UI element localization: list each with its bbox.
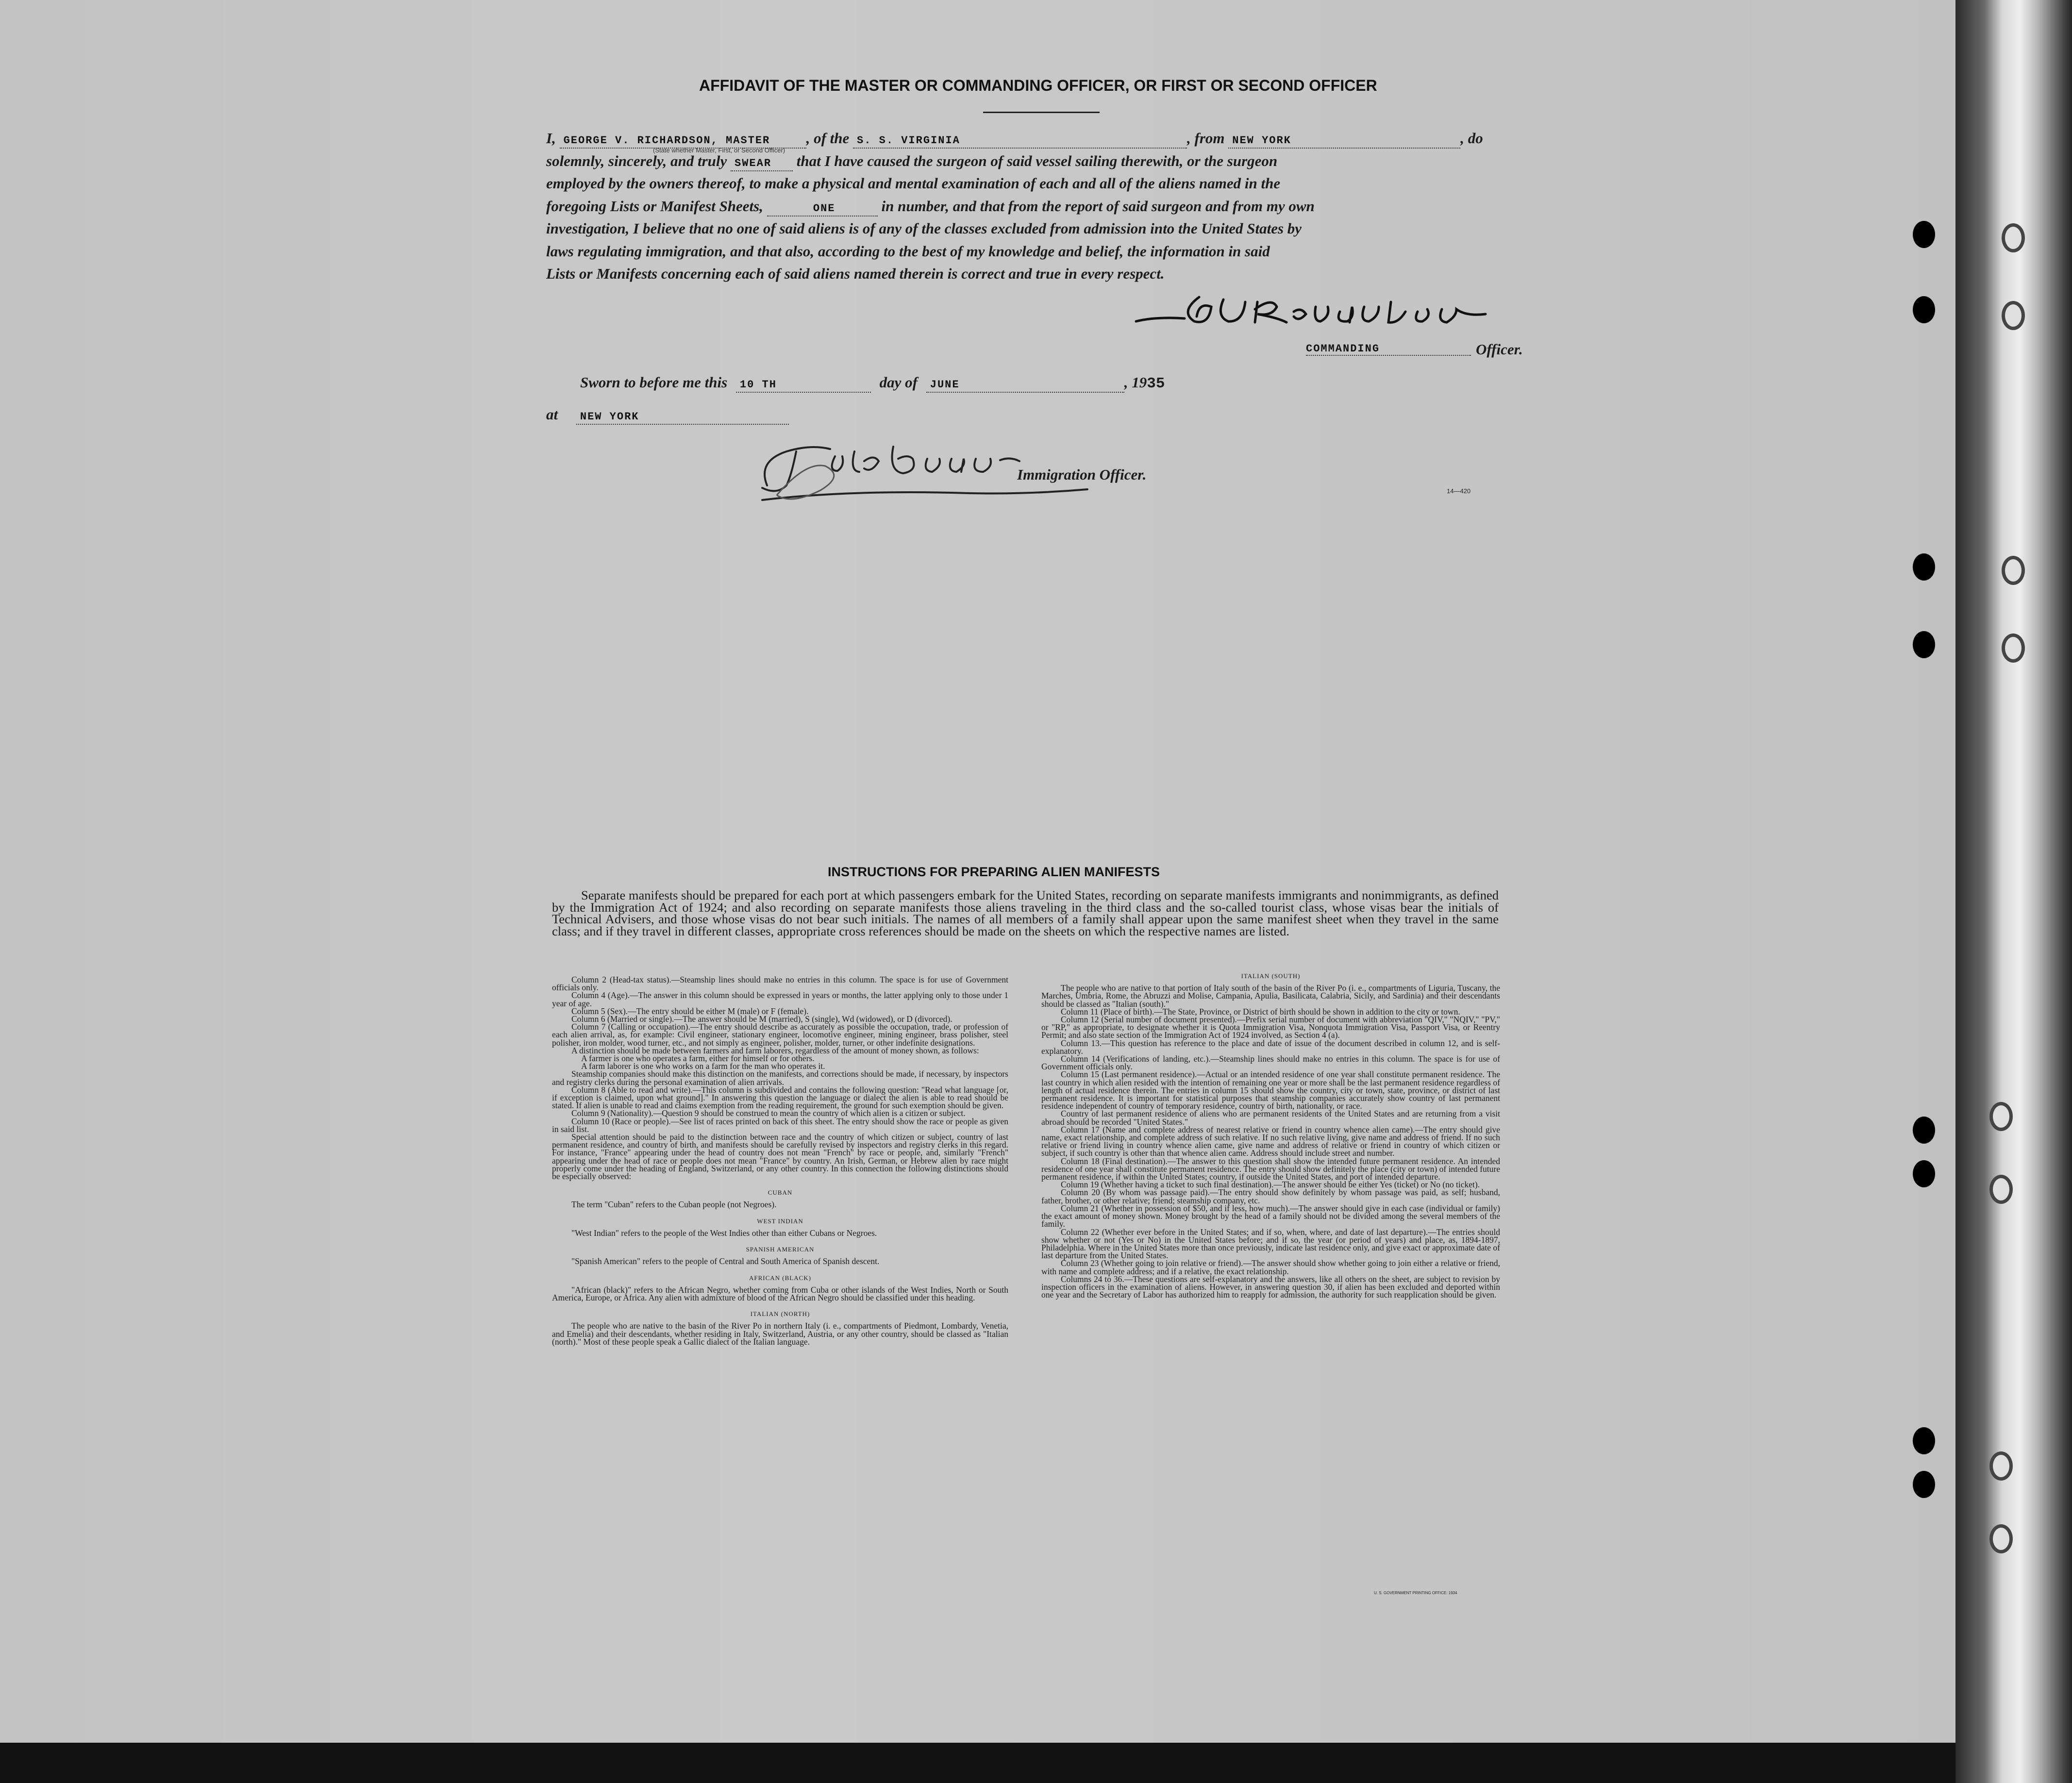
sworn-place-field: NEW YORK — [576, 410, 789, 425]
instructions-left-column — [552, 976, 1008, 1346]
affidavit-title: AFFIDAVIT OF THE MASTER OR COMMANDING OFFICER, OR FIRST OR SECOND OFFICER — [699, 77, 1377, 94]
instruction-paragraph: Column 14 (Verifications of landing, etc.).—Steamship lines should make no entries in this column. The space is for use of Government officials only. — [1041, 1054, 1500, 1072]
binding-ring — [1989, 1451, 2013, 1481]
in-number-text: in number, and that from the report of said surgeon and from my own — [881, 197, 1315, 215]
sworn-line — [580, 374, 1165, 393]
instruction-paragraph: Column 18 (Final destination).—The answer to this question shall show the intended future permanent residence. An intended residence of one year shall constitute permanent residence. The entry should show definitely the place (city or town) of intended future permanent residence, if within the United States; country, if outside the United States, and port of intended departure. — [1041, 1156, 1500, 1182]
caused-surgeon-text: that I have caused the surgeon of said vessel sailing therewith, or the surgeon — [796, 152, 1278, 169]
instruction-paragraph: Country of last permanent residence of aliens who are permanent residents of the United States and are returning from a visit abroad should be recorded "United States." — [1041, 1109, 1500, 1127]
instruction-paragraph: Column 4 (Age).—The answer in this column should be expressed in years or months, the latter applying only to those under 1 year of age. — [552, 990, 1008, 1008]
instruction-paragraph: Column 5 (Sex).—The entry should be either M (male) or F (female). — [571, 1006, 809, 1016]
instructions-title: INSTRUCTIONS FOR PREPARING ALIEN MANIFESTS — [828, 865, 1160, 879]
affidavit-i: I, — [546, 130, 556, 147]
affidavit-line-7: Lists or Manifests concerning each of said aliens named therein is correct and true in every respect. — [546, 265, 1165, 282]
departure-port-field: NEW YORK — [1228, 134, 1460, 149]
foregoing-lists-text: foregoing Lists or Manifest Sheets, — [546, 197, 763, 215]
binding-ring — [1989, 1102, 2013, 1131]
instructions-right-column — [1041, 972, 1500, 1299]
instruction-paragraph: Column 11 (Place of birth).—The State, Province, or District of birth should be shown in addition to the city or town. — [1061, 1006, 1460, 1016]
instruction-paragraph: Column 17 (Name and complete address of nearest relative or friend in country whence alien came).—The entry should give name, exact relationship, and complete address of such relative. If no such relative living, give name and address of friend. If no such relative or friend living in country whence alien came, give name and address of relative or friend in country of which citizen or subject, if such country is other than that whence alien came. Address should include street and number. — [1041, 1124, 1500, 1158]
instruction-paragraph: A farmer is one who operates a farm, either for himself or for others. — [581, 1053, 815, 1064]
section-heading-italian-north: ITALIAN (NORTH) — [750, 1310, 810, 1318]
sworn-text: Sworn to before me this — [580, 374, 728, 391]
solemnly-text: solemnly, sincerely, and truly — [546, 152, 727, 169]
section-heading-west-indian: WEST INDIAN — [757, 1217, 803, 1225]
instruction-paragraph: Column 21 (Whether in possession of $50, and if less, how much).—The answer should give in each case (individual or family) the exact amount of money shown. Money brought by the head of a family should not be divided among the several members of the family. — [1041, 1203, 1500, 1229]
alien-count-field: ONE — [767, 202, 878, 217]
at-text: at — [546, 406, 558, 423]
section-text-african: "African (black)" refers to the African Negro, whether coming from Cuba or other islands of the West Indies, North or South America, Europe, or Africa. Any alien with admixture of blood of the African Negro should be classified under this heading. — [552, 1284, 1008, 1302]
instruction-paragraph: A farm laborer is one who works on a farm for the man who operates it. — [581, 1061, 825, 1071]
punch-hole — [1913, 631, 1935, 658]
scan-border-bottom — [0, 1743, 1955, 1783]
at-line — [546, 406, 789, 425]
section-heading-cuban: CUBAN — [768, 1189, 793, 1197]
instruction-paragraph: Column 13.—This question has reference to the place and date of issue of the document described in column 12, and is self-explanatory. — [1041, 1038, 1500, 1056]
instruction-paragraph: Column 6 (Married or single).—The answer should be M (married), S (single), Wd (widowed), or D (divorced). — [571, 1014, 952, 1024]
instruction-paragraph: Column 12 (Serial number of document presented).—Prefix serial number of document with abbreviation "QIV," "NQIV," "PV," or "RP," as appropriate, to designate whether it is Quota Immigration Visa, Nonquota Immigration Visa, Passport Visa, or Reentry Permit; and also state section of the Immigration Act of 1924 involved, as Section 4 (a). — [1041, 1015, 1500, 1040]
of-the-text: , of the — [806, 130, 850, 147]
instruction-paragraph: A distinction should be made between farmers and farm laborers, regardless of the amount of money shown, as follows: — [571, 1045, 979, 1055]
binding-ring — [2002, 301, 2025, 330]
affidavit-line-6: laws regulating immigration, and that also, according to the best of my knowledge and belief, the information in said — [546, 242, 1270, 260]
instruction-paragraph: Column 22 (Whether ever before in the United States; and if so, when, where, and date of last departure).—The entries should show whether or not (Yes or No) in the United States before; and if so, the year (or period of years) and place, as, 1894-1897, Philadelphia. Where in the United States more than once previously, indicate last residence only, and give exact or approximate date of last departure from the United States. — [1041, 1227, 1500, 1261]
punch-hole — [1913, 1116, 1935, 1144]
section-text-spanish-american: "Spanish American" refers to the people of Central and South America of Spanish descent. — [571, 1256, 880, 1266]
punch-hole — [1913, 553, 1935, 581]
immigration-officer-label: Immigration Officer. — [1017, 466, 1147, 483]
instruction-paragraph: Column 15 (Last permanent residence).—Actual or an intended residence of one year shall constitute permanent residence. The last country in which alien resided with the intention of remaining one year or more shall be the last permanent residence regardless of length of actual residence therein. The entries in column 15 should show the country, city or town, state, province, or district of last permanent residence. It is important for statistical purposes that steamship companies accurately show country of last permanent residence independent of country of temporary residence, country of birth, nationality, or race. — [1041, 1069, 1500, 1111]
instruction-paragraph: Column 10 (Race or people).—See list of races printed on back of this sheet. The entry should show the race or people as given in said list. — [552, 1116, 1008, 1134]
from-text: , from — [1187, 130, 1225, 147]
section-heading-african: AFRICAN (BLACK) — [749, 1274, 812, 1282]
instruction-paragraph: Column 7 (Calling or occupation).—The entry should describe as accurately as possible the occupation, trade, or profession of each alien arrival, as, for example: Civil engineer, stationary engineer, locomotive engineer, mining engineer, brass polisher, steel polisher, iron molder, wood turner, etc., and not simply as engineer, polisher, molder, turner, or other indefinite designations. — [552, 1022, 1008, 1048]
title-divider — [983, 112, 1100, 113]
sworn-month-field: JUNE — [926, 378, 1124, 393]
instruction-paragraph: Steamship companies should make this distinction on the manifests, and corrections should be made, if necessary, by inspectors and registry clerks during the personal examination of alien arrivals. — [552, 1069, 1008, 1087]
punch-hole — [1913, 1160, 1935, 1187]
punch-hole — [1913, 1427, 1935, 1454]
instruction-paragraph: Column 20 (By whom was passage paid).—The entry should show definitely by whom passage was paid, as self; husband, father, brother, or other relative; friend; steamship company, etc. — [1041, 1187, 1500, 1205]
punch-hole — [1913, 221, 1935, 248]
punch-hole — [1913, 296, 1935, 323]
affidavit-line-3: employed by the owners thereof, to make a physical and mental examination of each and all of the aliens named in the — [546, 175, 1281, 192]
officer-name-field: GEORGE V. RICHARDSON, MASTER — [560, 134, 806, 149]
day-of-text: day of — [879, 374, 918, 391]
affidavit-line-4 — [546, 195, 1498, 218]
binding-ring — [1989, 1175, 2013, 1204]
officer-rank-field: COMMANDING — [1306, 343, 1471, 356]
binding-edge — [1955, 0, 2072, 1783]
binding-ring — [2002, 556, 2025, 585]
section-text-west-indian: "West Indian" refers to the people of the West Indies other than either Cubans or Negroes. — [571, 1228, 877, 1238]
oath-field: SWEAR — [731, 157, 793, 171]
printer-note: U. S. GOVERNMENT PRINTING OFFICE: 1934 — [1374, 1591, 1457, 1595]
section-text-cuban: The term "Cuban" refers to the Cuban people (not Negroes). — [571, 1200, 777, 1210]
instruction-paragraph: Column 19 (Whether having a ticket to such final destination).—The answer should be either Yes (ticket) or No (no ticket). — [1061, 1180, 1480, 1190]
instruction-paragraph: Special attention should be paid to the distinction between race and the country of which citizen or subject, country of last permanent residence, and country of birth, and manifests should be carefully revised by inspectors and registry clerks in this regard. For instance, "France" appearing under the head of country does not mean "French" by race or people, and, similarly "French" appearing under the head of race or people does not mean "France" by country. An Irish, German, or Hebrew alien by race might properly come under the heading of England, Switzerland, or any other country. In this connection the following distinctions should be especially observed: — [552, 1132, 1008, 1182]
form-number: 14—420 — [1447, 487, 1471, 495]
do-text: , do — [1460, 130, 1483, 147]
section-heading-italian-south: ITALIAN (SOUTH) — [1241, 972, 1301, 980]
vessel-field: S. S. VIRGINIA — [853, 134, 1187, 149]
instruction-paragraph: The people who are native to that portion of Italy south of the basin of the River Po (i. e., compartments of Liguria, Tuscany, the Marches, Umbria, Rome, the Abruzzi and Molise, Campania, Apulia, Basilicata, Calabria, Sicily, and Sardinia) and their descendants should be classed as "Italian (south)." — [1041, 983, 1500, 1009]
master-signature — [1126, 287, 1495, 341]
sworn-day-field: 10 TH — [736, 378, 871, 393]
intro-paragraph: Separate manifests should be prepared for each port at which passengers embark for the United States, recording on separate manifests immigrants and nonimmigrants, as defined by the Immigration Act of 1924; and also recording on separate manifests those aliens traveling in the third class and the so-called tourist class, whose visas bear the initials of Technical Advisers, and those whose visas do not bear such initials. The names of all members of a family shall appear upon the same manifest sheet when they travel in the same class; and if they travel in different classes, appropriate cross references should be made on the sheets on which the respective names are listed. — [552, 888, 1499, 938]
binding-ring — [2002, 633, 2025, 663]
instruction-paragraph: Column 9 (Nationality).—Question 9 should be construed to mean the country of which alien is a citizen or subject. — [571, 1108, 966, 1118]
year-prefix: , 19 — [1124, 374, 1147, 391]
instruction-paragraph: Column 23 (Whether going to join relative or friend).—The answer should show whether going to join either a relative or friend, with name and complete address; and if a relative, the exact relationship. — [1041, 1258, 1500, 1276]
instruction-paragraph: Column 8 (Able to read and write).—This column is subdivided and contains the following question: "Read what language [or, if exception is claimed, upon what ground]." In answering this question the language or dialect the alien is able to read should be stated. If alien is unable to read and claims exemption from the reading requirement, the ground for such exemption should be given. — [552, 1084, 1008, 1111]
binding-ring — [2002, 223, 2025, 252]
binding-ring — [1989, 1524, 2013, 1553]
officer-rank-note: (State whether Master, First, or Second Officer) — [653, 147, 785, 154]
punch-hole — [1913, 1471, 1935, 1498]
instructions-intro — [552, 889, 1499, 937]
officer-label: Officer. — [1476, 341, 1523, 358]
section-heading-spanish-american: SPANISH AMERICAN — [746, 1246, 815, 1253]
sworn-year: 35 — [1147, 375, 1165, 392]
section-text-italian-north: The people who are native to the basin of the River Po in northern Italy (i. e., compartments of Piedmont, Lombardy, Venetia, and Emelia) and their descendants, whether residing in Italy, Switzerland, Austria, or any other country, should be classed as "Italian (north)." Most of these people speak a Gallic dialect of the Italian language. — [552, 1321, 1008, 1347]
instruction-paragraph: Columns 24 to 36.—These questions are self-explanatory and the answers, like all others on the sheet, are subject to revision by inspection officers in the examination of aliens. However, in answering question 30, if alien has been excluded and deported within one year and the Secretary of Labor has authorized him to reapply for admission, the authority for such reapplication should be given. — [1041, 1274, 1500, 1300]
affidavit-line-5: investigation, I believe that no one of said aliens is of any of the classes excluded from admission into the United States by — [546, 220, 1302, 237]
instruction-paragraph: Column 2 (Head-tax status).—Steamship lines should make no entries in this column. The space is for use of Government officials only. — [552, 975, 1008, 993]
